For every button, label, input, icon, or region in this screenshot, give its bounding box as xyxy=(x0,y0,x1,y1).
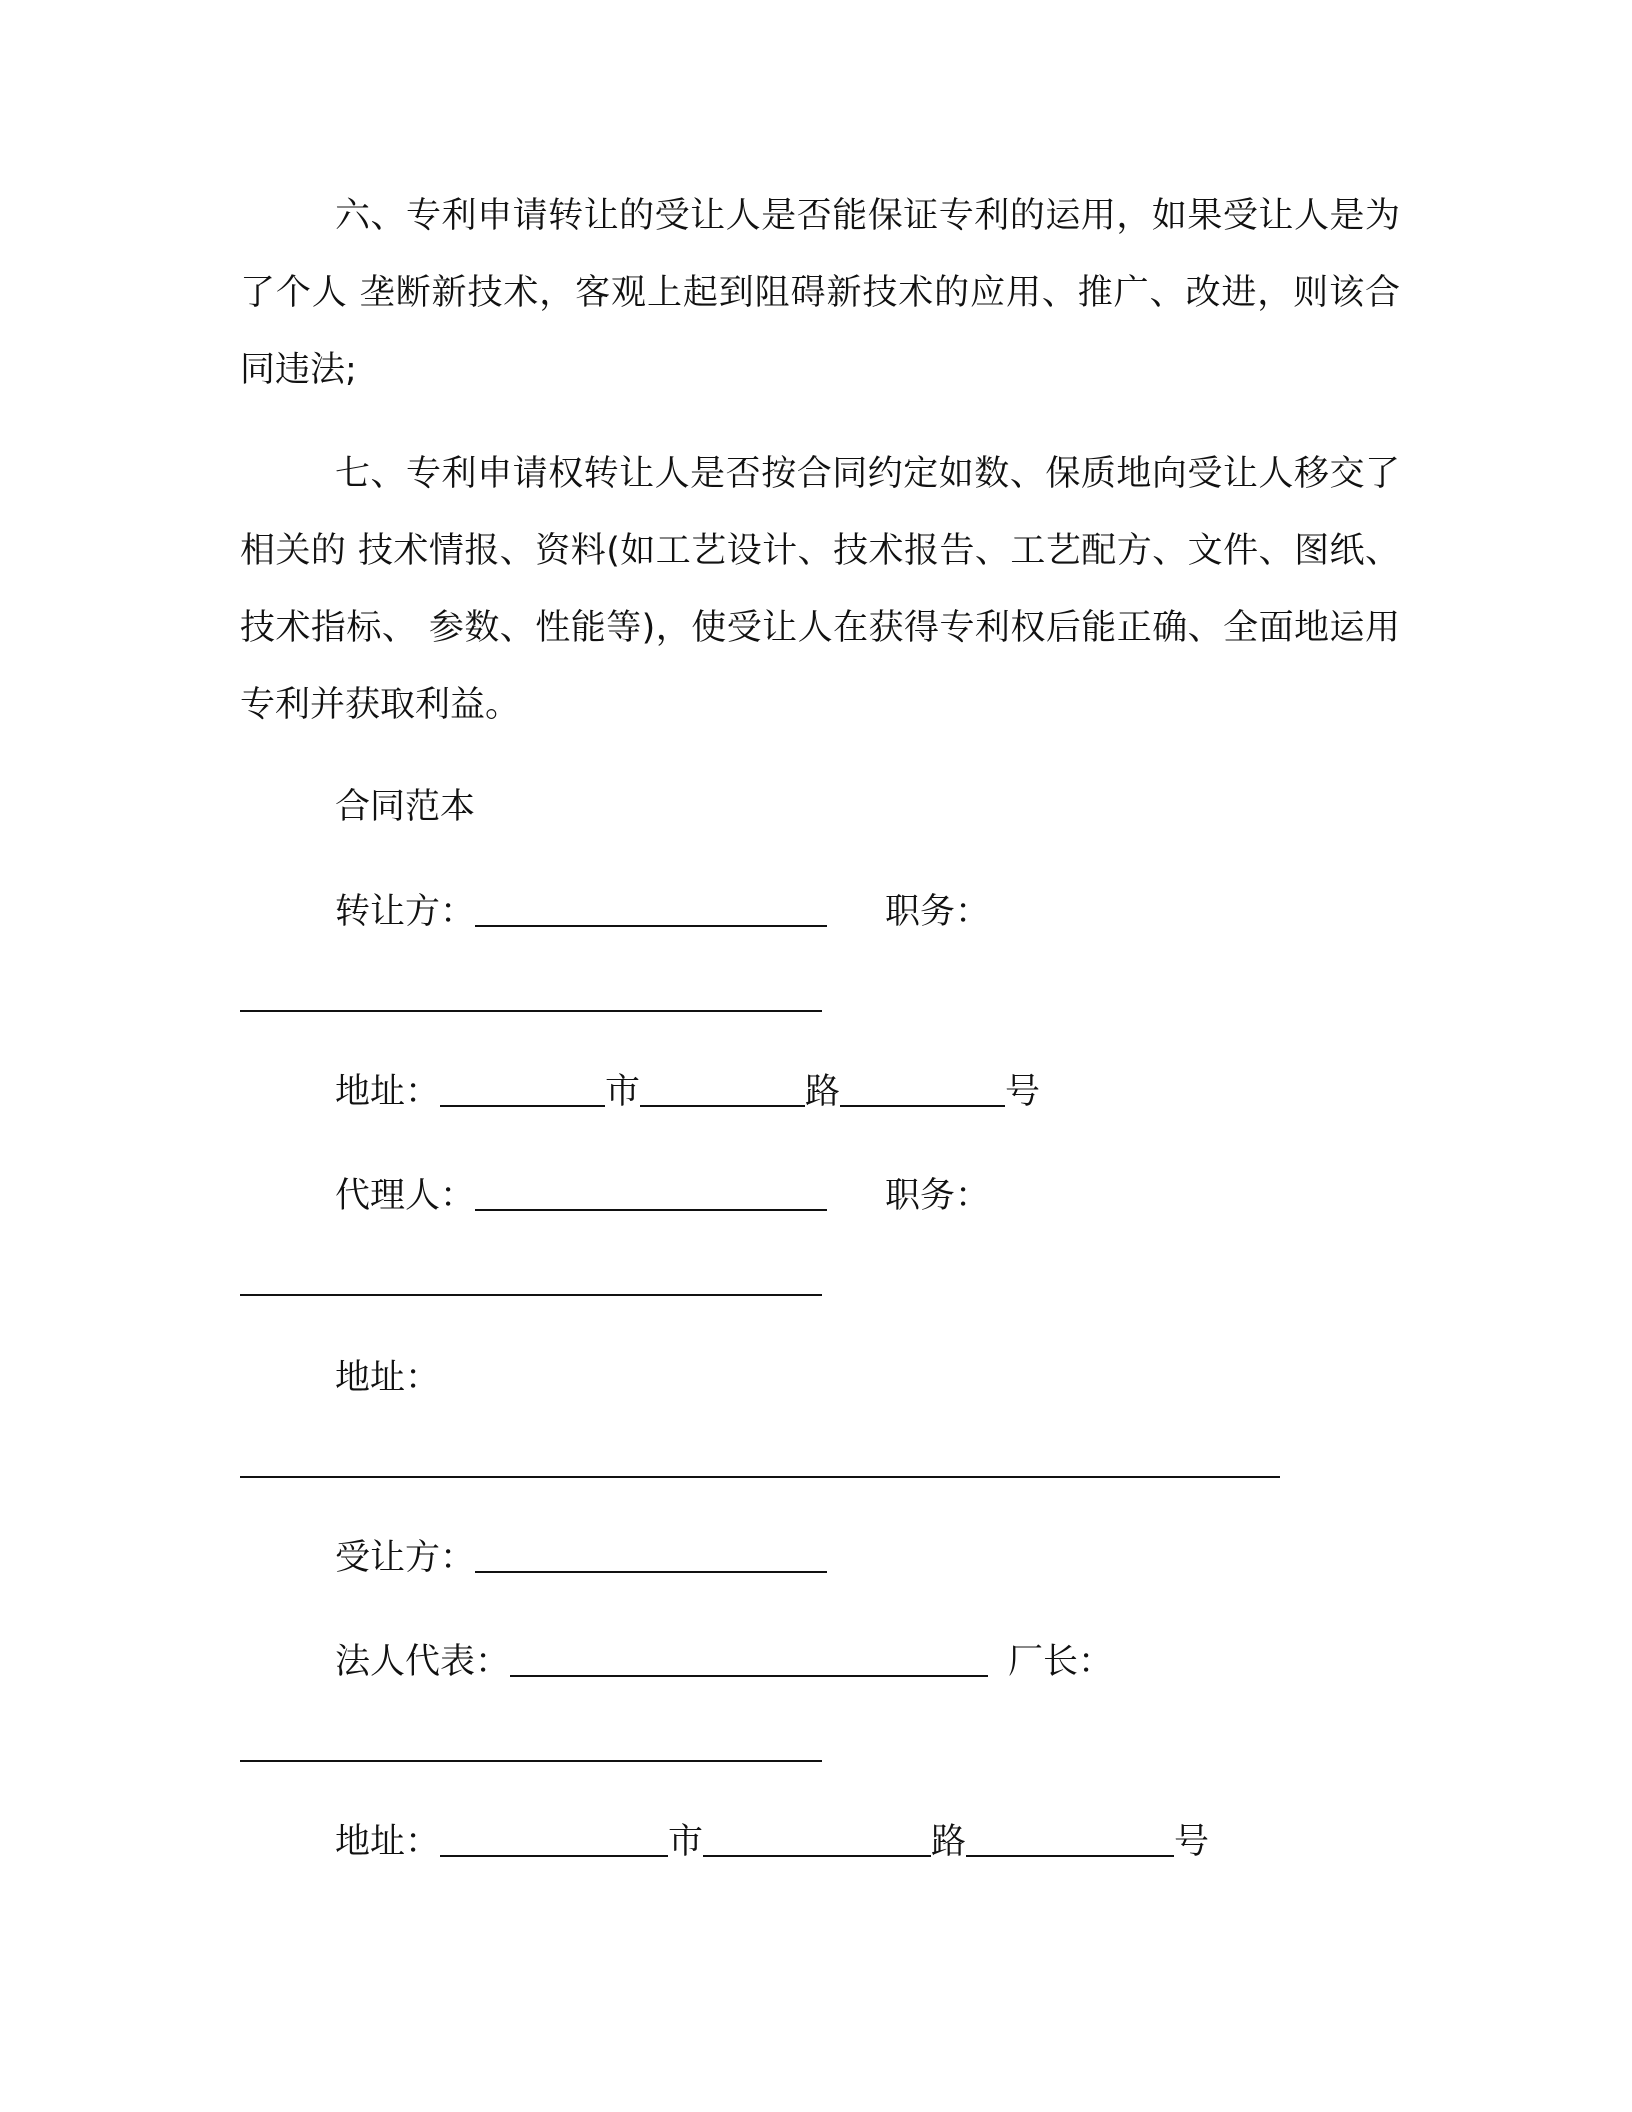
agent-address-row xyxy=(335,1356,440,1400)
transferee-address-row xyxy=(335,1820,1209,1864)
transferor-row xyxy=(335,890,827,934)
agent-position xyxy=(885,1174,990,1218)
legal-rep-row xyxy=(335,1640,988,1684)
agent-position-blank[interactable] xyxy=(240,1294,822,1296)
transferee-label: 受让方： xyxy=(335,1538,476,1578)
transferor-position-blank[interactable] xyxy=(240,1010,822,1012)
transferee-number-label: 号 xyxy=(1174,1822,1210,1862)
legal-rep-blank[interactable] xyxy=(510,1645,988,1677)
transferee-road-label: 路 xyxy=(931,1822,967,1862)
transferor-label: 转让方： xyxy=(335,892,476,932)
paragraph-seven: 七、专利申请权转让人是否按合同约定如数、保质地向受让人移交了相关的 技术情报、资料(如工艺设计、技术报告、工艺配方、文件、图纸、技术指标、 参数、性能等)，使受让人在获得专利权后能正确、全面地运用专利并获取利益。 xyxy=(240,454,1400,725)
number-label: 号 xyxy=(1005,1072,1041,1112)
transferor-blank[interactable] xyxy=(475,895,827,927)
transferee-row xyxy=(335,1536,827,1580)
agent-row xyxy=(335,1174,827,1218)
heading-text: 合同范本 xyxy=(335,787,476,827)
transferee-blank[interactable] xyxy=(475,1541,827,1573)
director-label: 厂长： xyxy=(1008,1642,1114,1682)
transferee-road-blank[interactable] xyxy=(703,1825,931,1857)
agent-address-label: 地址： xyxy=(335,1358,441,1398)
agent-position-label: 职务： xyxy=(885,1176,991,1216)
transferee-address-label: 地址： xyxy=(335,1822,441,1862)
director-blank[interactable] xyxy=(240,1760,822,1762)
city-blank[interactable] xyxy=(440,1075,605,1107)
road-label: 路 xyxy=(805,1072,841,1112)
transferee-city-blank[interactable] xyxy=(440,1825,668,1857)
road-blank[interactable] xyxy=(640,1075,805,1107)
position-label: 职务： xyxy=(885,892,991,932)
agent-address-blank[interactable] xyxy=(240,1476,1280,1478)
number-blank[interactable] xyxy=(840,1075,1005,1107)
transferor-position xyxy=(885,890,990,934)
city-label: 市 xyxy=(605,1072,641,1112)
section-heading xyxy=(335,785,475,829)
agent-blank[interactable] xyxy=(475,1179,827,1211)
legal-rep-label: 法人代表： xyxy=(335,1642,511,1682)
paragraph-six: 六、专利申请转让的受让人是否能保证专利的运用，如果受让人是为了个人 垄断新技术，客观上起到阻碍新技术的应用、推广、改进，则该合同违法; xyxy=(240,196,1400,390)
transferee-number-blank[interactable] xyxy=(966,1825,1174,1857)
transferor-address-row xyxy=(335,1070,1040,1114)
agent-label: 代理人： xyxy=(335,1176,476,1216)
transferee-city-label: 市 xyxy=(668,1822,704,1862)
address-label: 地址： xyxy=(335,1072,441,1112)
director xyxy=(1008,1640,1113,1684)
